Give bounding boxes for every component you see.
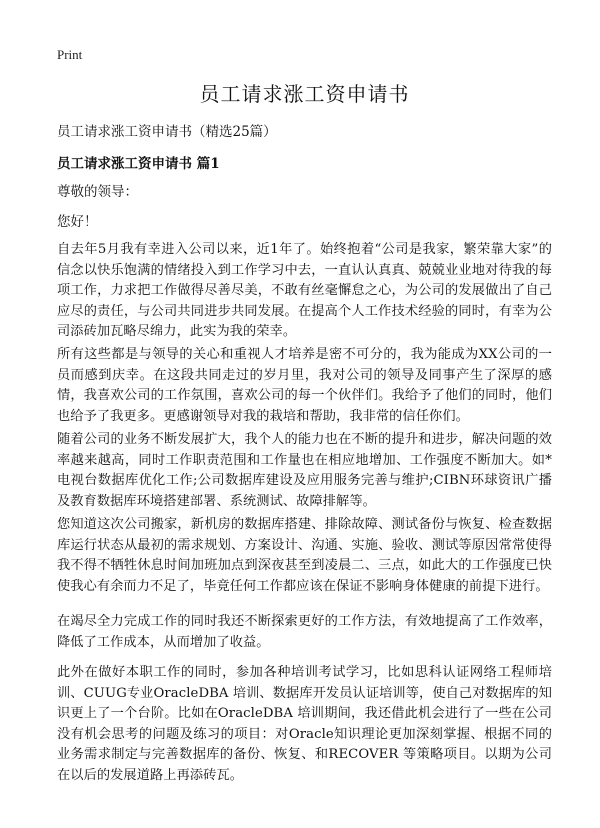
paragraph-5: 在竭尽全力完成工作的同时我还不断探索更好的工作方法，有效地提高了工作效率，降低了工作成本，从而增加了收益。 <box>57 614 552 650</box>
paragraph-4: 您知道这次公司搬家，新机房的数据库搭建、排除故障、测试备份与恢复、检查数据库运行状态从最初的需求规划、方案设计、沟通、实施、验收、测试等原因常常使得我不得不牺牲休息时间加班加点到深夜甚至到凌晨二、三点，如此大的工作强度已快使我心有余而力不足了，毕竟任何工作都应该在保证不影响身体健康的前提下进行。 <box>57 517 552 594</box>
print-link[interactable]: Print <box>57 47 83 62</box>
greeting: 您好！ <box>57 214 98 230</box>
paragraph-6: 此外在做好本职工作的同时，参加各种培训考试学习，比如思科认证网络工程师培训、CUUG专业OracleDBA 培训、数据库开发员认证培训等，使自己对数据库的知识更上了一个台阶。比如在OracleDBA 培训期间，我还借此机会进行了一些在公司没有机会思考的问题及练习的项目：对Oracle知识理论更加深刻掌握、根据不同的业务需求制定与完善数据库的备份、恢复、和RECOVER 等策略项目。以期为公司在以后的发展道路上再添砖瓦。 <box>57 665 552 783</box>
section-heading: 员工请求涨工资申请书 篇1 <box>57 156 220 172</box>
salutation: 尊敬的领导： <box>57 184 138 200</box>
document-subtitle: 员工请求涨工资申请书（精选25篇） <box>57 124 277 140</box>
document-title: 员工请求涨工资申请书 <box>199 82 410 106</box>
paragraph-3: 随着公司的业务不断发展扩大，我个人的能力也在不断的提升和进步，解决问题的效率越来越高，同时工作职责范围和工作量也在相应地增加、工作强度不断加大。如*电视台数据库优化工作;公司数据库建设及应用服务完善与维护;CIBN环球资讯广播及教育数据库环境搭建部署、系统测试、故障排解等。 <box>57 432 552 509</box>
paragraph-1: 自去年5月我有幸进入公司以来，近1年了。始终抱着“公司是我家，繁荣靠大家”的信念以快乐饱满的情绪投入到工作学习中去，一直认认真真、兢兢业业地对待我的每项工作，力求把工作做得尽善尽美，不敢有丝毫懈怠之心，为公司的发展做出了自己应尽的责任，与公司共同进步共同发展。在提高个人工作技术经验的同时，有幸为公司添砖加瓦略尽绵力，此实为我的荣幸。 <box>57 242 552 340</box>
paragraph-2: 所有这些都是与领导的关心和重视人才培养是密不可分的，我为能成为XX公司的一员而感到庆幸。在这段共同走过的岁月里，我对公司的领导及同事产生了深厚的感情，我喜欢公司的工作氛围，喜欢公司的每一个伙伴们。我给予了他们的同时，他们也给予了我更多。更感谢领导对我的栽培和帮助，我非常的信任你们。 <box>57 347 552 424</box>
